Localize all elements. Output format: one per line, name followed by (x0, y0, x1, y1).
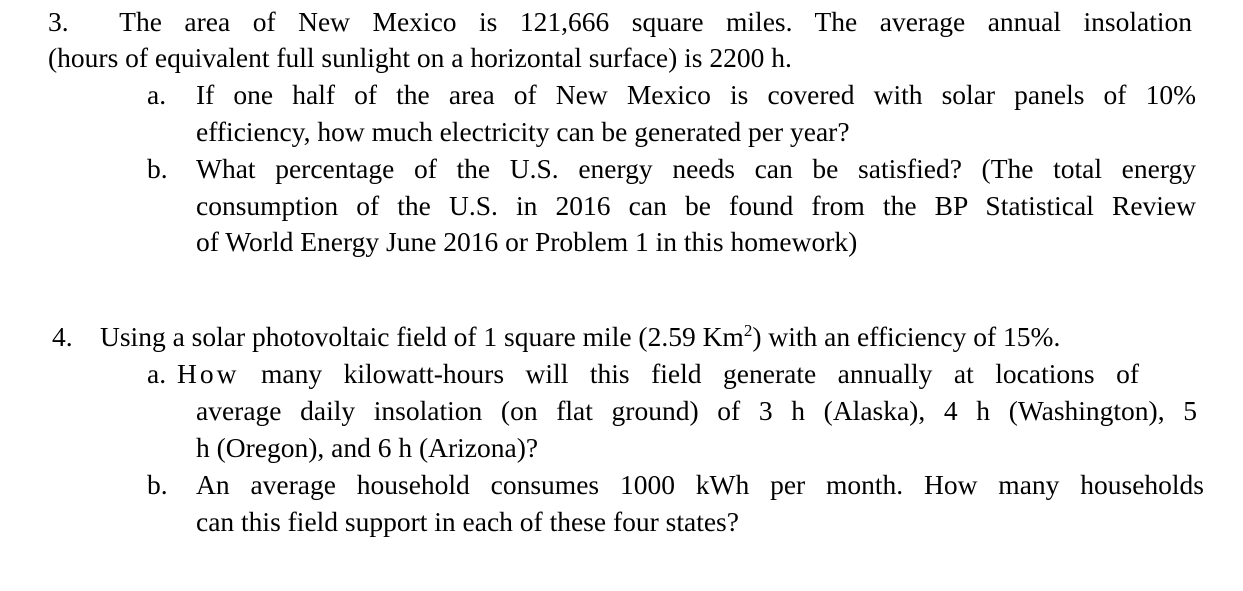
problem-4-number: 4. (52, 321, 73, 352)
problem-4-line-1 (100, 318, 1060, 355)
problem-3-text-line-2: (hours of equivalent full sunlight on a horizontal surface) is 2200 h. (48, 42, 792, 73)
problem-3b-line-1: What percentage of the U.S. energy needs can be satisfied? (The total energy (196, 153, 1196, 184)
problem-4a-line-2: average daily insolation (on flat ground) of 3 h (Alaska), 4 h (Washington), 5 (196, 395, 1197, 426)
problem-4a-line-1 (177, 355, 1139, 392)
problem-3-line-1 (48, 3, 1192, 40)
problem-4a-how: How (177, 358, 240, 389)
problem-3a-line-2: efficiency, how much electricity can be generated per year? (196, 116, 850, 147)
problem-4-superscript: 2 (743, 320, 753, 340)
problem-4a-line-1-rest: many kilowatt-hours will this field generate annually at locations of (261, 358, 1139, 389)
problem-3b-marker: b. (147, 153, 168, 184)
problem-3a-line-1: If one half of the area of New Mexico is covered with solar panels of 10% (196, 79, 1196, 110)
problem-4b-marker: b. (147, 469, 168, 500)
problem-4b-line-2: can this field support in each of these four states? (196, 506, 739, 537)
problem-3a-marker: a. (147, 79, 167, 110)
problem-4b-line-1: An average household consumes 1000 kWh per month. How many households (196, 469, 1204, 500)
problem-4a-marker: a. (147, 358, 167, 389)
problem-4a-line-3: h (Oregon), and 6 h (Arizona)? (196, 432, 539, 463)
problem-4-text-post: ) with an efficiency of 15%. (752, 321, 1061, 352)
problem-3-number: 3. (48, 6, 69, 37)
problem-3-text-line-1: The area of New Mexico is 121,666 square miles. The average annual insolation (119, 6, 1193, 37)
problem-3b-line-3: of World Energy June 2016 or Problem 1 in this homework) (196, 226, 858, 257)
problem-4-text-pre: Using a solar photovoltaic field of 1 square mile (2.59 Km (100, 321, 744, 352)
problem-3b-line-2: consumption of the U.S. in 2016 can be found from the BP Statistical Review (196, 190, 1196, 221)
